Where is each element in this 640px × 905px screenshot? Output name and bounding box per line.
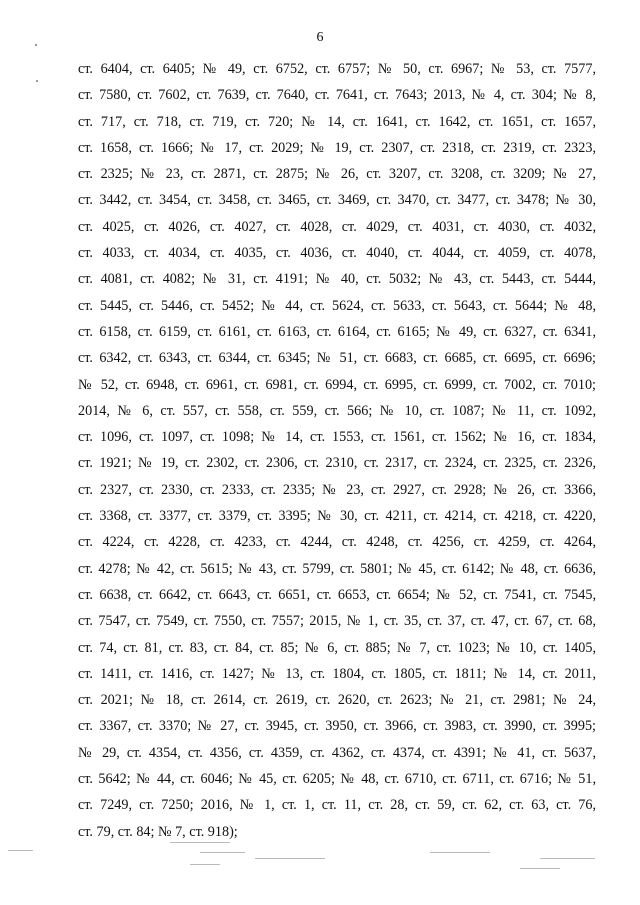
- text-line: ст. 717, ст. 718, ст. 719, ст. 720; № 14, ст. 1641, ст. 1642, ст. 1651, ст. 1657,: [78, 113, 596, 130]
- text-line: ст. 1411, ст. 1416, ст. 1427; № 13, ст. 1804, ст. 1805, ст. 1811; № 14, ст. 2011,: [78, 665, 596, 682]
- text-line: ст. 4278; № 42, ст. 5615; № 43, ст. 5799, ст. 5801; № 45, ст. 6142; № 48, ст. 6636,: [78, 560, 596, 577]
- text-line: ст. 7249, ст. 7250; 2016, № 1, ст. 1, ст. 11, ст. 28, ст. 59, ст. 62, ст. 63, ст. 76,: [78, 797, 596, 814]
- text-line: ст. 2325; № 23, ст. 2871, ст. 2875; № 26, ст. 3207, ст. 3208, ст. 3209; № 27,: [78, 166, 596, 183]
- text-line: ст. 4033, ст. 4034, ст. 4035, ст. 4036, ст. 4040, ст. 4044, ст. 4059, ст. 4078,: [78, 245, 596, 262]
- text-line: ст. 1921; № 19, ст. 2302, ст. 2306, ст. 2310, ст. 2317, ст. 2324, ст. 2325, ст. 2326,: [78, 455, 596, 472]
- text-line: ст. 1658, ст. 1666; № 17, ст. 2029; № 19, ст. 2307, ст. 2318, ст. 2319, ст. 2323,: [78, 139, 596, 156]
- text-line: ст. 6342, ст. 6343, ст. 6344, ст. 6345; № 51, ст. 6683, ст. 6685, ст. 6695, ст. 6696;: [78, 350, 596, 367]
- text-line: ст. 6638, ст. 6642, ст. 6643, ст. 6651, ст. 6653, ст. 6654; № 52, ст. 7541, ст. 7545,: [78, 586, 596, 603]
- text-line: ст. 6404, ст. 6405; № 49, ст. 6752, ст. 6757; № 50, ст. 6967; № 53, ст. 7577,: [78, 61, 596, 77]
- text-line: ст. 4081, ст. 4082; № 31, ст. 4191; № 40, ст. 5032; № 43, ст. 5443, ст. 5444,: [78, 271, 596, 288]
- text-line: ст. 7547, ст. 7549, ст. 7550, ст. 7557; 2015, № 1, ст. 35, ст. 37, ст. 47, ст. 67, ст. 68,: [78, 613, 596, 630]
- body-text: [78, 56, 596, 845]
- text-line: ст. 74, ст. 81, ст. 83, ст. 84, ст. 85; № 6, ст. 885; № 7, ст. 1023; № 10, ст. 1405,: [78, 639, 596, 656]
- text-line: № 52, ст. 6948, ст. 6961, ст. 6981, ст. 6994, ст. 6995, ст. 6999, ст. 7002, ст. 7010;: [78, 376, 596, 393]
- text-line: ст. 5642; № 44, ст. 6046; № 45, ст. 6205; № 48, ст. 6710, ст. 6711, ст. 6716; № 51,: [78, 771, 596, 788]
- text-line: ст. 5445, ст. 5446, ст. 5452; № 44, ст. 5624, ст. 5633, ст. 5643, ст. 5644; № 48,: [78, 297, 596, 314]
- text-line: 2014, № 6, ст. 557, ст. 558, ст. 559, ст. 566; № 10, ст. 1087; № 11, ст. 1092,: [78, 402, 596, 419]
- text-line: ст. 1096, ст. 1097, ст. 1098; № 14, ст. 1553, ст. 1561, ст. 1562; № 16, ст. 1834,: [78, 429, 596, 446]
- text-line: ст. 7580, ст. 7602, ст. 7639, ст. 7640, ст. 7641, ст. 7643; 2013, № 4, ст. 304; № 8,: [78, 87, 596, 104]
- text-line: ст. 4224, ст. 4228, ст. 4233, ст. 4244, ст. 4248, ст. 4256, ст. 4259, ст. 4264,: [78, 534, 596, 551]
- text-line: № 29, ст. 4354, ст. 4356, ст. 4359, ст. 4362, ст. 4374, ст. 4391; № 41, ст. 5637,: [78, 744, 596, 761]
- page-number: 6: [316, 30, 324, 45]
- text-line: ст. 3442, ст. 3454, ст. 3458, ст. 3465, ст. 3469, ст. 3470, ст. 3477, ст. 3478; № 30,: [78, 192, 596, 209]
- text-line: ст. 6158, ст. 6159, ст. 6161, ст. 6163, ст. 6164, ст. 6165; № 49, ст. 6327, ст. 6341,: [78, 323, 596, 340]
- text-line: ст. 3368, ст. 3377, ст. 3379, ст. 3395; № 30, ст. 4211, ст. 4214, ст. 4218, ст. 4220,: [78, 508, 596, 525]
- text-line: ст. 3367, ст. 3370; № 27, ст. 3945, ст. 3950, ст. 3966, ст. 3983, ст. 3990, ст. 3995;: [78, 718, 596, 735]
- text-line: ст. 4025, ст. 4026, ст. 4027, ст. 4028, ст. 4029, ст. 4031, ст. 4030, ст. 4032,: [78, 218, 596, 235]
- text-line: ст. 2021; № 18, ст. 2614, ст. 2619, ст. 2620, ст. 2623; № 21, ст. 2981; № 24,: [78, 692, 596, 709]
- text-line: ст. 2327, ст. 2330, ст. 2333, ст. 2335; № 23, ст. 2927, ст. 2928; № 26, ст. 3366,: [78, 481, 596, 498]
- text-line: ст. 79, ст. 84; № 7, ст. 918);: [78, 823, 238, 840]
